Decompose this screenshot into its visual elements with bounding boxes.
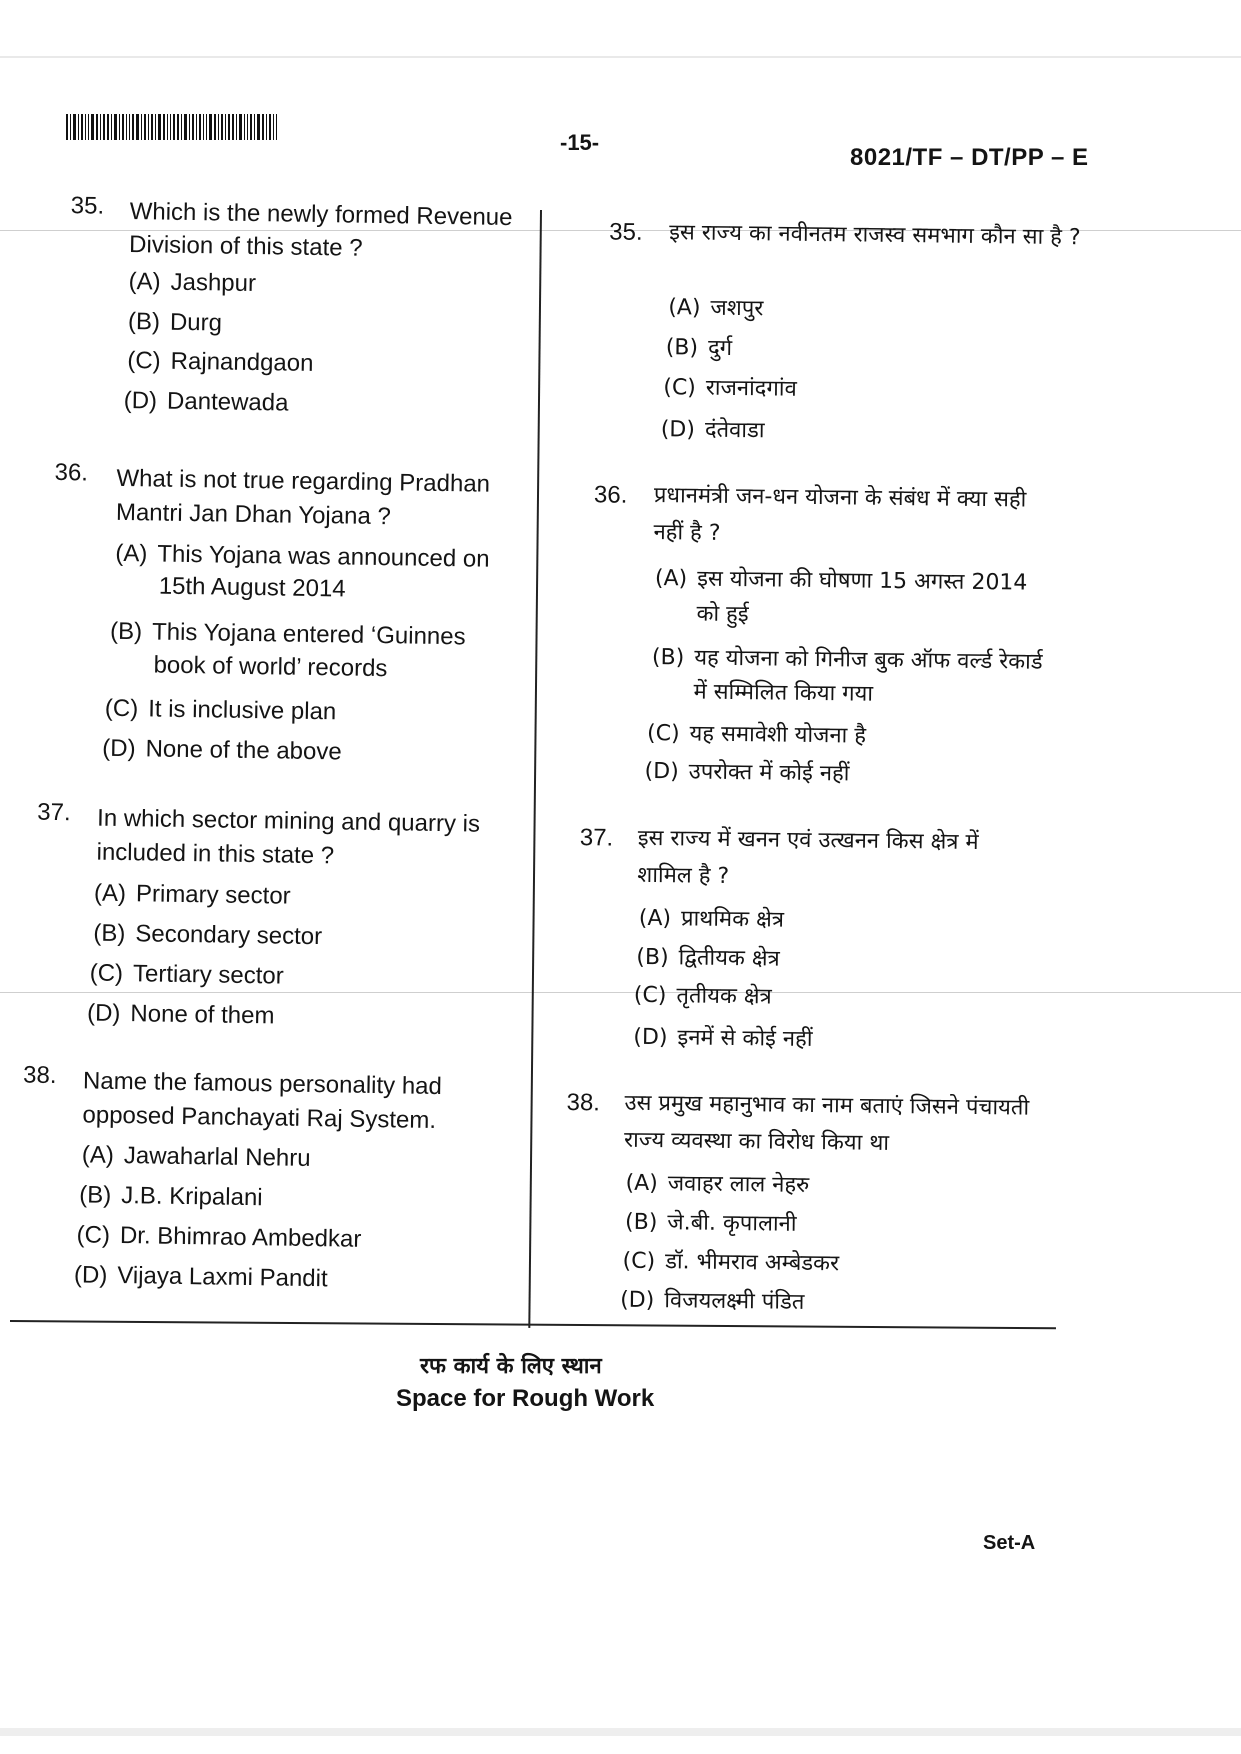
option-text: Tertiary sector [132, 960, 284, 990]
question-number: 37. [579, 824, 614, 852]
barcode-bar [66, 114, 68, 140]
barcode-bar [203, 114, 204, 140]
option-text: It is inclusive plan [147, 695, 337, 726]
option-label: (A) [128, 268, 161, 296]
barcode-bar [73, 114, 76, 140]
option [666, 330, 733, 367]
barcode-bar [254, 114, 255, 140]
option [634, 978, 772, 1016]
option-text: जशपुर [710, 295, 764, 322]
option-text: Jawaharlal Nehru [123, 1142, 311, 1173]
option [620, 1283, 805, 1321]
option-label: (B) [93, 919, 126, 948]
option-label: (A) [668, 295, 701, 321]
barcode-bar [184, 114, 187, 140]
barcode-bar [189, 114, 190, 140]
option [661, 412, 765, 449]
option-text: जे.बी. कृपालानी [667, 1210, 797, 1237]
barcode-bar [148, 114, 149, 140]
rough-work-heading-hindi: रफ कार्य के लिए स्थान [420, 1354, 602, 1379]
option-label: (C) [633, 982, 667, 1009]
barcode-bar [132, 114, 134, 140]
question-text: Mantri Jan Dhan Yojana ? [115, 498, 392, 531]
option-label: (C) [622, 1248, 656, 1275]
question-text: प्रधानमंत्री जन-धन योजना के संबंध में क्या सही [653, 483, 1027, 513]
option-label: (D) [633, 1024, 668, 1051]
barcode-bar [236, 114, 237, 140]
option-text: Dantewada [166, 387, 289, 417]
option-text: उपरोक्त में कोई नहीं [688, 759, 850, 787]
question-number: 36. [593, 481, 628, 509]
option [94, 877, 291, 913]
option [110, 615, 466, 654]
barcode-bar [96, 114, 98, 140]
bottom-rule [10, 1320, 1056, 1329]
column-divider [528, 210, 542, 1328]
option-label: (C) [663, 375, 696, 401]
barcode-bar [192, 114, 194, 140]
scan-line [0, 992, 1241, 993]
option [668, 290, 763, 327]
barcode-bar [129, 114, 130, 140]
set-label: Set-A [983, 1532, 1036, 1554]
option-text: तृतीयक क्षेत्र [676, 983, 772, 1010]
option-label: (D) [660, 417, 696, 443]
option [128, 265, 256, 300]
option-text: Primary sector [135, 880, 291, 910]
option-label: (C) [89, 959, 124, 988]
rough-work-heading: Space for Rough Work [396, 1385, 655, 1412]
option [647, 716, 866, 755]
barcode-bar [173, 114, 175, 140]
option-label: (B) [79, 1181, 112, 1209]
option [79, 1178, 263, 1214]
option-label: (D) [123, 386, 158, 415]
barcode-bar [177, 114, 179, 140]
option-text-cont: को हुई [696, 601, 749, 628]
question-text: In which sector mining and quarry is [96, 804, 481, 838]
option-text: Secondary sector [135, 920, 323, 951]
barcode-image [66, 114, 304, 140]
question-number: 36. [54, 458, 89, 487]
barcode-bar [155, 114, 156, 140]
option-label: (B) [127, 308, 161, 336]
option-label: (A) [638, 905, 672, 932]
option [663, 370, 797, 408]
question-text: included in this state ? [96, 838, 335, 870]
option-label: (B) [651, 645, 685, 671]
question-number: 38. [566, 1089, 601, 1117]
option [625, 1166, 809, 1204]
question-number: 35. [70, 192, 105, 220]
option [622, 1244, 839, 1283]
question-text: नहीं है ? [653, 520, 721, 546]
option-label: (A) [81, 1141, 115, 1169]
option-text: प्राथमिक क्षेत्र [680, 906, 785, 933]
option-text: Dr. Bhimrao Ambedkar [119, 1222, 362, 1253]
option-text: Vijaya Laxmi Pandit [117, 1262, 328, 1293]
option-label: (C) [76, 1221, 111, 1249]
question-text: शामिल है ? [637, 862, 730, 889]
option-text: इनमें से कोई नहीं [677, 1025, 813, 1053]
option-text: डॉ. भीमराव अम्बेडकर [665, 1249, 840, 1277]
barcode-bar [273, 114, 274, 140]
option-label: (B) [636, 944, 669, 971]
option-label: (A) [115, 539, 148, 568]
question-text: Division of this state ? [128, 231, 363, 262]
option-text: राजनांदगांव [705, 375, 797, 402]
option [89, 957, 284, 993]
barcode-bar [276, 114, 277, 140]
option-text: जवाहर लाल नेहरु [667, 1171, 810, 1198]
option [105, 692, 337, 729]
option [636, 940, 780, 978]
barcode-bar [163, 114, 165, 140]
option-label: (B) [624, 1209, 658, 1236]
barcode-bar [78, 114, 79, 140]
barcode-bar [266, 114, 267, 140]
barcode-bar [81, 114, 83, 140]
option-text: इस योजना की घोषणा 15 अगस्त 2014 [697, 566, 1028, 596]
barcode-bar [250, 114, 252, 140]
option-text: विजयलक्ष्मी पंडित [664, 1288, 805, 1315]
barcode-bar [126, 114, 127, 140]
option-text: दुर्ग [707, 335, 733, 361]
question-text: Which is the newly formed Revenue [129, 198, 513, 232]
option-label: (C) [646, 720, 680, 747]
option [625, 1205, 797, 1243]
option-text: Jashpur [170, 268, 257, 298]
barcode-bar [107, 114, 109, 140]
option-text: दंतेवाडा [704, 417, 765, 444]
barcode-bar [103, 114, 105, 140]
barcode-bar [170, 114, 171, 140]
option [82, 1138, 311, 1175]
barcode-bar [144, 114, 146, 140]
barcode-bar [206, 114, 207, 140]
option-text: यह समावेशी योजना है [689, 721, 867, 749]
question-text: What is not true regarding Pradhan [116, 464, 491, 498]
barcode-bar [122, 114, 124, 140]
option-label: (B) [109, 617, 143, 646]
barcode-bar [209, 114, 212, 140]
option-label: (A) [93, 879, 127, 908]
option-label: (D) [644, 758, 679, 785]
option [639, 901, 785, 939]
barcode-bar [228, 114, 230, 140]
option [633, 1020, 813, 1058]
option [87, 996, 275, 1032]
barcode-bar [257, 114, 260, 140]
option [76, 1218, 361, 1255]
option-text: None of the above [145, 735, 342, 766]
option [127, 344, 314, 380]
barcode-bar [141, 114, 142, 140]
question-text: उस प्रमुख महानुभाव का नाम बताएं जिसने पंचायती [624, 1090, 1030, 1121]
barcode-bar [70, 114, 71, 140]
barcode-bar [119, 114, 120, 140]
barcode-bar [196, 114, 197, 140]
question-text: opposed Panchayati Raj System. [82, 1101, 437, 1134]
option-label: (D) [620, 1287, 655, 1314]
barcode-bar [232, 114, 234, 140]
option-text: Rajnandgaon [170, 347, 314, 377]
question-number: 38. [22, 1061, 57, 1090]
barcode-bar [214, 114, 216, 140]
question-number: 37. [37, 798, 71, 827]
option-label: (D) [73, 1261, 108, 1289]
barcode-bar [225, 114, 226, 140]
barcode-bar [158, 114, 161, 140]
question-text: इस राज्य का नवीनतम राजस्व समभाग कौन सा है ? [669, 220, 1081, 251]
barcode-bar [244, 114, 245, 140]
scan-edge-bottom [0, 1728, 1241, 1736]
question-number: 35. [609, 218, 643, 246]
option-text-cont: में सम्मिलित किया गया [693, 679, 874, 707]
scan-edge-top [0, 56, 1241, 58]
barcode-bar [199, 114, 201, 140]
option [74, 1258, 328, 1295]
barcode-bar [88, 114, 89, 140]
option-text-cont: 15th August 2014 [158, 572, 346, 603]
option [93, 917, 322, 954]
barcode-bar [239, 114, 242, 140]
barcode-bar [221, 114, 223, 140]
barcode-bar [114, 114, 117, 140]
barcode-bar [262, 114, 264, 140]
option-label: (D) [86, 999, 121, 1028]
barcode-bar [100, 114, 101, 140]
option [123, 384, 288, 420]
option-label: (D) [102, 734, 136, 763]
barcode-bar [181, 114, 182, 140]
barcode-bar [247, 114, 248, 140]
option-label: (C) [127, 347, 161, 375]
option [644, 754, 849, 792]
option-text: This Yojana was announced on [157, 540, 490, 573]
option-label: (A) [625, 1170, 658, 1197]
barcode-bar [85, 114, 86, 140]
barcode-bar [218, 114, 219, 140]
barcode-bar [167, 114, 168, 140]
option-text: This Yojana entered ‘Guinnes [151, 618, 466, 651]
option-text: None of them [130, 1000, 275, 1030]
barcode-bar [269, 114, 271, 140]
barcode-bar [111, 114, 112, 140]
barcode-bar [136, 114, 139, 140]
question-text: राज्य व्यवस्था का विरोध किया था [623, 1127, 890, 1156]
option-text: Durg [169, 308, 223, 337]
option-text: J.B. Kripalani [121, 1182, 263, 1212]
barcode-bar [151, 114, 153, 140]
paper-code: 8021/TF – DT/PP – E [850, 144, 1089, 171]
barcode-bar [91, 114, 94, 140]
question-text: Name the famous personality had [82, 1067, 443, 1101]
option-label: (B) [665, 335, 699, 361]
option [128, 305, 223, 339]
option-text: यह योजना को गिनीज बुक ऑफ वर्ल्ड रेकार्ड [694, 645, 1043, 675]
option-label: (A) [654, 566, 688, 592]
question-text: इस राज्य में खनन एवं उत्खनन किस क्षेत्र में [637, 825, 979, 856]
option-text-cont: book of world’ records [153, 651, 388, 683]
page-number: -15- [560, 130, 600, 155]
option [655, 561, 1028, 602]
option-label: (C) [104, 694, 139, 723]
option [102, 732, 342, 769]
option-text: द्वितीयक क्षेत्र [678, 945, 780, 972]
